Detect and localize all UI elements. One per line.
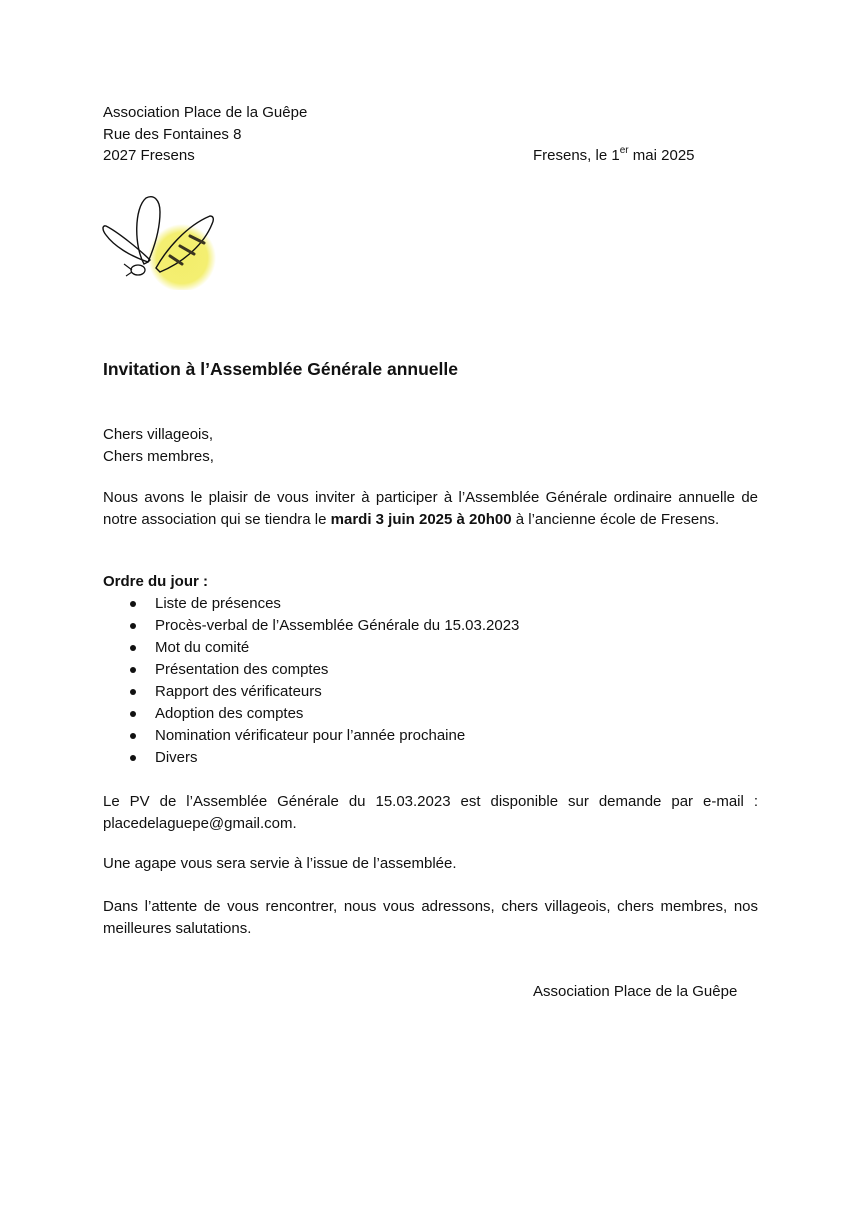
greeting-line-1: Chers villageois, [103, 426, 214, 443]
greeting-line-2: Chers membres, [103, 447, 214, 465]
list-item [103, 659, 519, 681]
agenda-item-label: Procès-verbal de l’Assemblée Générale du 15.03.2023 [155, 617, 520, 634]
sender-street: Rue des Fontaines 8 [103, 125, 242, 143]
letter-date [533, 145, 695, 167]
closing-paragraph: Dans l’attente de vous rencontrer, nous vous adressons, chers villageois, chers membres, nos meilleures salutations. [103, 898, 758, 937]
sender-name: Association Place de la Guêpe [103, 104, 308, 121]
agenda-item-label: Présentation des comptes [155, 661, 329, 678]
signature: Association Place de la Guêpe [533, 983, 738, 1000]
sender-city: 2027 Fresens [103, 147, 195, 164]
list-item [103, 637, 519, 659]
agape-note: Une agape vous sera servie à l’issue de l’assemblée. [103, 855, 457, 872]
agenda-list [103, 593, 519, 769]
agenda-item-label: Nomination vérificateur pour l’année prochaine [155, 727, 466, 744]
wasp-icon [100, 190, 220, 290]
agenda-item-label: Liste de présences [155, 595, 281, 612]
bullet-icon [130, 733, 136, 739]
agenda-item-label: Adoption des comptes [155, 705, 304, 722]
intro-text-before: Nous avons le plaisir de vous inviter à participer à l’Assemblée Générale ordinaire annuelle de notre association qui se tiendra le [103, 489, 758, 528]
left-wing [103, 226, 150, 262]
pv-note: Le PV de l’Assemblée Générale du 15.03.2023 est disponible sur demande par e-mail : placedelaguepe@gmail.com. [103, 793, 758, 832]
greeting [103, 424, 214, 467]
letter-title: Invitation à l’Assemblée Générale annuelle [103, 359, 458, 379]
bullet-icon [130, 645, 136, 651]
wasp-head [131, 265, 145, 275]
bullet-icon [130, 601, 136, 607]
list-item [103, 725, 519, 747]
list-item [103, 593, 519, 615]
bullet-icon [130, 689, 136, 695]
list-item [103, 681, 519, 703]
bullet-icon [130, 667, 136, 673]
list-item [103, 615, 519, 637]
date-prefix: Fresens, le 1 [533, 147, 620, 164]
list-item [103, 747, 519, 769]
intro-paragraph [103, 487, 758, 530]
sender-address [103, 102, 307, 167]
date-superscript: er [619, 145, 629, 156]
date-suffix: mai 2025 [628, 147, 695, 164]
bullet-icon [130, 755, 136, 761]
meeting-datetime: mardi 3 juin 2025 à 20h00 [330, 510, 512, 528]
agenda-item-label: Mot du comité [155, 639, 250, 656]
agenda-title: Ordre du jour : [103, 573, 208, 590]
intro-text-after: à l’ancienne école de Fresens. [511, 510, 720, 528]
bullet-icon [130, 711, 136, 717]
bullet-icon [130, 623, 136, 629]
wasp-logo-svg [100, 190, 220, 290]
agenda-item-label: Divers [155, 749, 198, 766]
list-item [103, 703, 519, 725]
agenda-item-label: Rapport des vérificateurs [155, 683, 322, 700]
